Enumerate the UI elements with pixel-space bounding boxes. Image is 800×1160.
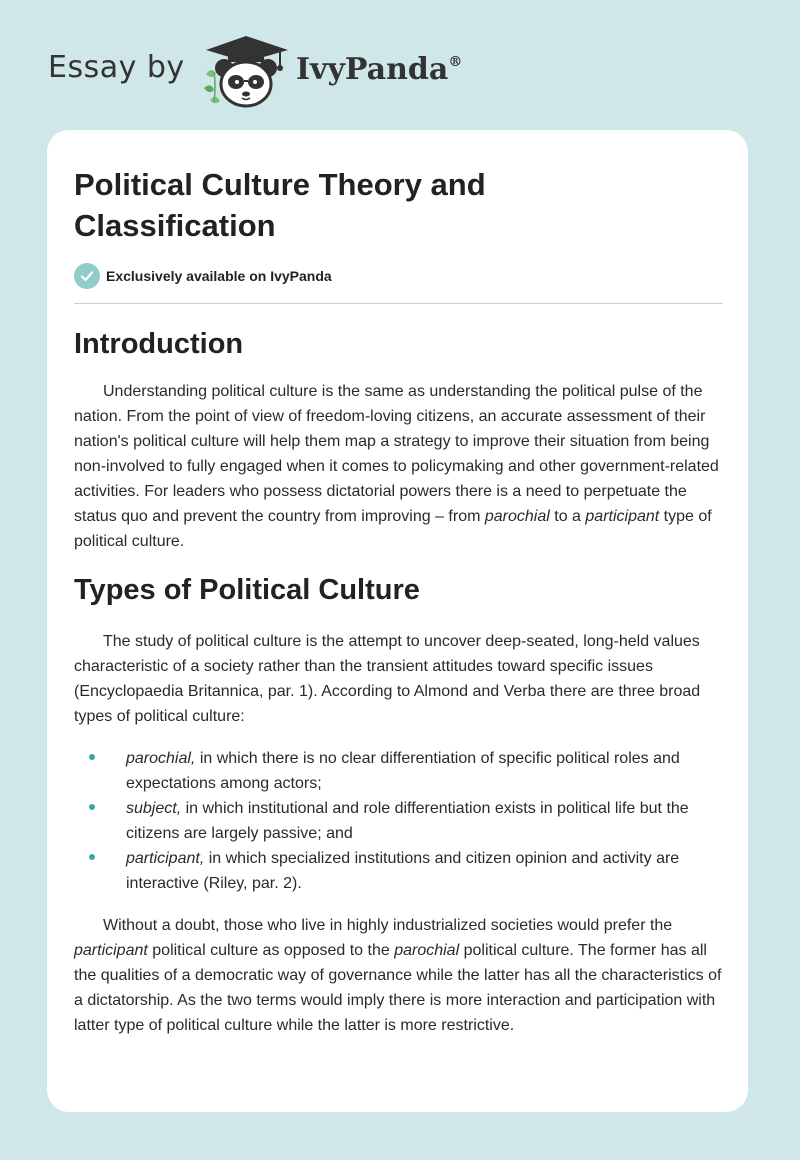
exclusive-badge — [74, 263, 332, 289]
italic-term: parochial — [394, 942, 460, 959]
italic-term: participant — [74, 942, 148, 959]
text-run: Without a doubt, those who live in highly industrialized societies would prefer the — [103, 917, 673, 934]
essay-by-label: Essay by — [48, 50, 185, 85]
check-icon — [74, 263, 100, 289]
bullet-icon — [89, 754, 95, 760]
list-item-text: in which there is no clear differentiation of specific political roles and expectations among actors; — [126, 750, 680, 792]
paragraph-introduction — [74, 379, 726, 554]
heading-introduction: Introduction — [74, 328, 244, 360]
list-item — [89, 796, 726, 846]
list-item-text: in which institutional and role differentiation exists in political life but the citizens are largely passive; and — [126, 800, 689, 842]
types-list — [89, 746, 726, 896]
text-run: political culture as opposed to the — [147, 942, 395, 959]
text-run: political culture. The former has all the qualities of a democratic way of governance while the latter has all the characteristics of a dictatorship. As the two terms would imply there is more interaction and participation with latter type of political culture while the latter is more restrictive. — [74, 942, 722, 1034]
paragraph-types: The study of political culture is the attempt to uncover deep-seated, long-held values characteristic of a society rather than the transient attitudes toward specific issues (Encyclopaedia Britannica, par. 1). According to Almond and Verba there are three broad types of political culture: — [74, 633, 701, 725]
list-item-text: in which specialized institutions and citizen opinion and activity are interactive (Riley, par. 2). — [126, 850, 680, 892]
text-run: type of political culture. — [74, 508, 712, 550]
heading-types: Types of Political Culture — [74, 574, 420, 606]
list-item — [89, 746, 726, 796]
italic-term: parochial — [484, 508, 550, 525]
italic-term: subject, — [126, 800, 182, 817]
paragraph-conclusion — [74, 913, 726, 1038]
registered-mark: ® — [448, 54, 463, 70]
essay-card — [47, 130, 748, 1112]
title-divider — [74, 303, 723, 304]
italic-term: parochial, — [126, 750, 196, 767]
site-header — [0, 0, 800, 130]
italic-term: participant, — [126, 850, 205, 867]
article-body — [74, 326, 726, 1038]
text-run: Understanding political culture is the same as understanding the political pulse of the nation. From the point of view of freedom-loving citizens, an accurate assessment of their nation's political culture will help them map a strategy to improve their situation from being non-involved to fully engaged when it comes to policymaking and other government-related activities. For leaders who possess dictatorial powers there is a need to perpetuate the status quo and prevent the country from improving – from — [74, 383, 719, 525]
brand-logo-text[interactable] — [296, 52, 462, 87]
exclusive-text: Exclusively available on IvyPanda — [106, 268, 332, 284]
brand-name: IvyPanda — [296, 52, 449, 87]
panda-graduate-icon[interactable] — [200, 34, 292, 110]
italic-term: participant — [585, 508, 660, 525]
list-item — [89, 846, 726, 896]
text-run: to a — [549, 508, 586, 525]
page-title: Political Culture Theory and Classification — [74, 167, 486, 243]
bullet-icon — [89, 854, 95, 860]
bullet-icon — [89, 804, 95, 810]
